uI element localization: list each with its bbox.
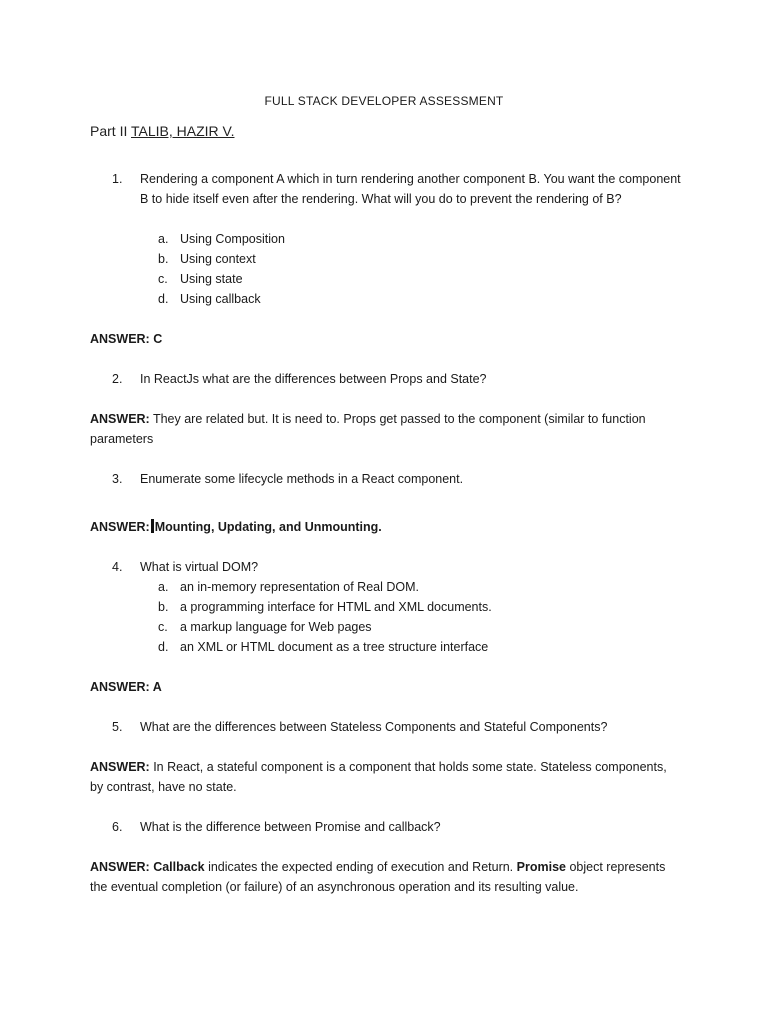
question-4: [112, 557, 682, 577]
question-2: [112, 369, 682, 389]
answer-keyword-callback: Callback: [149, 860, 205, 874]
question-6: [112, 817, 682, 837]
part-heading: [90, 123, 234, 139]
answer-label: ANSWER:: [90, 860, 150, 874]
answer-label: ANSWER:: [90, 412, 150, 426]
answer-3: [90, 517, 675, 537]
answer-text: In React, a stateful component is a component that holds some state. Stateless components, by contrast, have no state.: [90, 760, 667, 794]
option-c: c. Using state: [158, 272, 243, 286]
question-number: 6.: [112, 820, 123, 834]
answer-2: [90, 409, 675, 449]
question-text: In ReactJs what are the differences between Props and State?: [140, 372, 487, 386]
answer-label: ANSWER: C: [90, 332, 163, 346]
option-d: d. an XML or HTML document as a tree structure interface: [158, 640, 489, 654]
question-text: What is virtual DOM?: [140, 560, 259, 574]
question-text: Enumerate some lifecycle methods in a React component.: [140, 472, 464, 486]
question-number: 4.: [112, 560, 123, 574]
question-number: 1.: [112, 172, 123, 186]
part-label: Part II: [90, 123, 128, 139]
answer-5: [90, 757, 675, 797]
question-number: 3.: [112, 472, 123, 486]
question-number: 5.: [112, 720, 123, 734]
answer-text: Mounting, Updating, and Unmounting.: [154, 520, 382, 534]
answer-label: ANSWER:: [90, 520, 150, 534]
answer-6: [90, 857, 675, 897]
option-b: b. Using context: [158, 252, 256, 266]
answer-text: object represents the eventual completion (or failure) of an asynchronous operation and its resulting value.: [90, 860, 666, 894]
question-number: 2.: [112, 372, 123, 386]
text-cursor: [151, 519, 154, 533]
question-text: What are the differences between Stateless Components and Stateful Components?: [140, 720, 608, 734]
answer-text: They are related but. It is need to. Props get passed to the component (similar to function parameters: [90, 412, 646, 446]
question-text: Rendering a component A which in turn rendering another component B. You want the component B to hide itself even after the rendering. What will you do to prevent the rendering of B?: [140, 172, 681, 206]
answer-4: [90, 677, 675, 697]
question-1: [112, 169, 682, 209]
answer-label: ANSWER:: [90, 760, 150, 774]
question-text: What is the difference between Promise and callback?: [140, 820, 441, 834]
answer-1: [90, 329, 675, 349]
question-5: [112, 717, 682, 737]
question-4-options: [158, 577, 492, 657]
option-b: b. a programming interface for HTML and XML documents.: [158, 600, 492, 614]
option-a: a. Using Composition: [158, 232, 285, 246]
answer-keyword-promise: Promise: [516, 860, 566, 874]
answer-text: indicates the expected ending of execution and Return.: [204, 860, 517, 874]
option-a: a. an in-memory representation of Real DOM.: [158, 580, 419, 594]
answer-label: ANSWER: A: [90, 680, 162, 694]
option-d: d. Using callback: [158, 292, 261, 306]
question-3: [112, 469, 682, 489]
option-c: c. a markup language for Web pages: [158, 620, 372, 634]
student-name: TALIB, HAZIR V.: [131, 123, 235, 139]
document-title: FULL STACK DEVELOPER ASSESSMENT: [264, 94, 504, 108]
question-1-options: [158, 229, 285, 309]
